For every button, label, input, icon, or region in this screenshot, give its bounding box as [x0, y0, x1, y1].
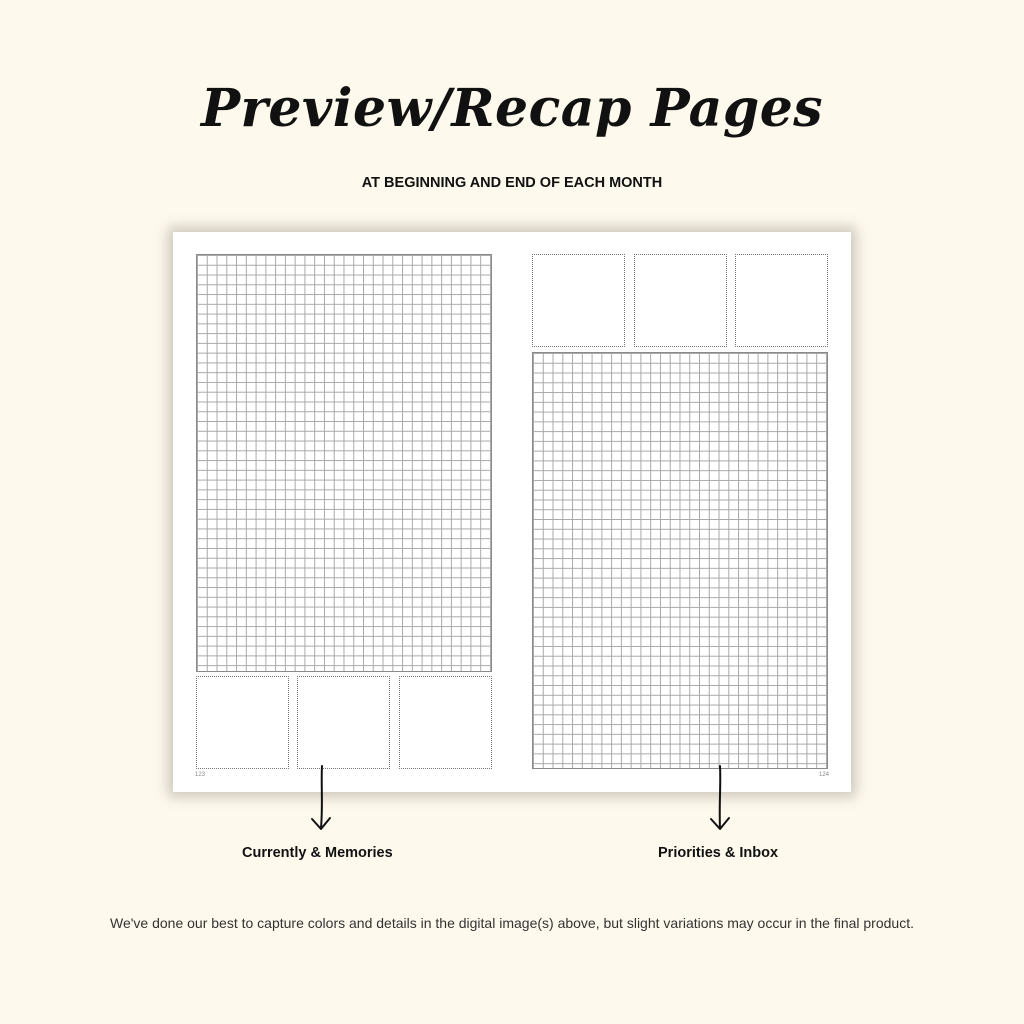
right-box-3	[735, 254, 828, 347]
left-box-1	[196, 676, 289, 769]
left-grid	[196, 254, 492, 672]
right-arrow-icon	[706, 764, 734, 834]
right-box-2	[634, 254, 727, 347]
right-page-number: 124	[819, 772, 830, 778]
caption-priorities-inbox: Priorities & Inbox	[658, 845, 779, 861]
right-grid	[532, 352, 828, 769]
caption-currently-memories: Currently & Memories	[242, 845, 393, 861]
right-box-1	[532, 254, 625, 347]
page-subtitle: AT BEGINNING AND END OF EACH MONTH	[361, 175, 663, 191]
left-arrow-icon	[308, 764, 336, 834]
left-box-3	[399, 676, 492, 769]
left-box-2	[297, 676, 390, 769]
left-page-number: 123	[195, 772, 206, 778]
page-title: Preview/Recap Pages	[200, 78, 824, 139]
disclaimer-text: We've done our best to capture colors and details in the digital image(s) above, but slight variations may occur in the final product.	[110, 915, 914, 931]
planner-spread	[173, 232, 851, 792]
